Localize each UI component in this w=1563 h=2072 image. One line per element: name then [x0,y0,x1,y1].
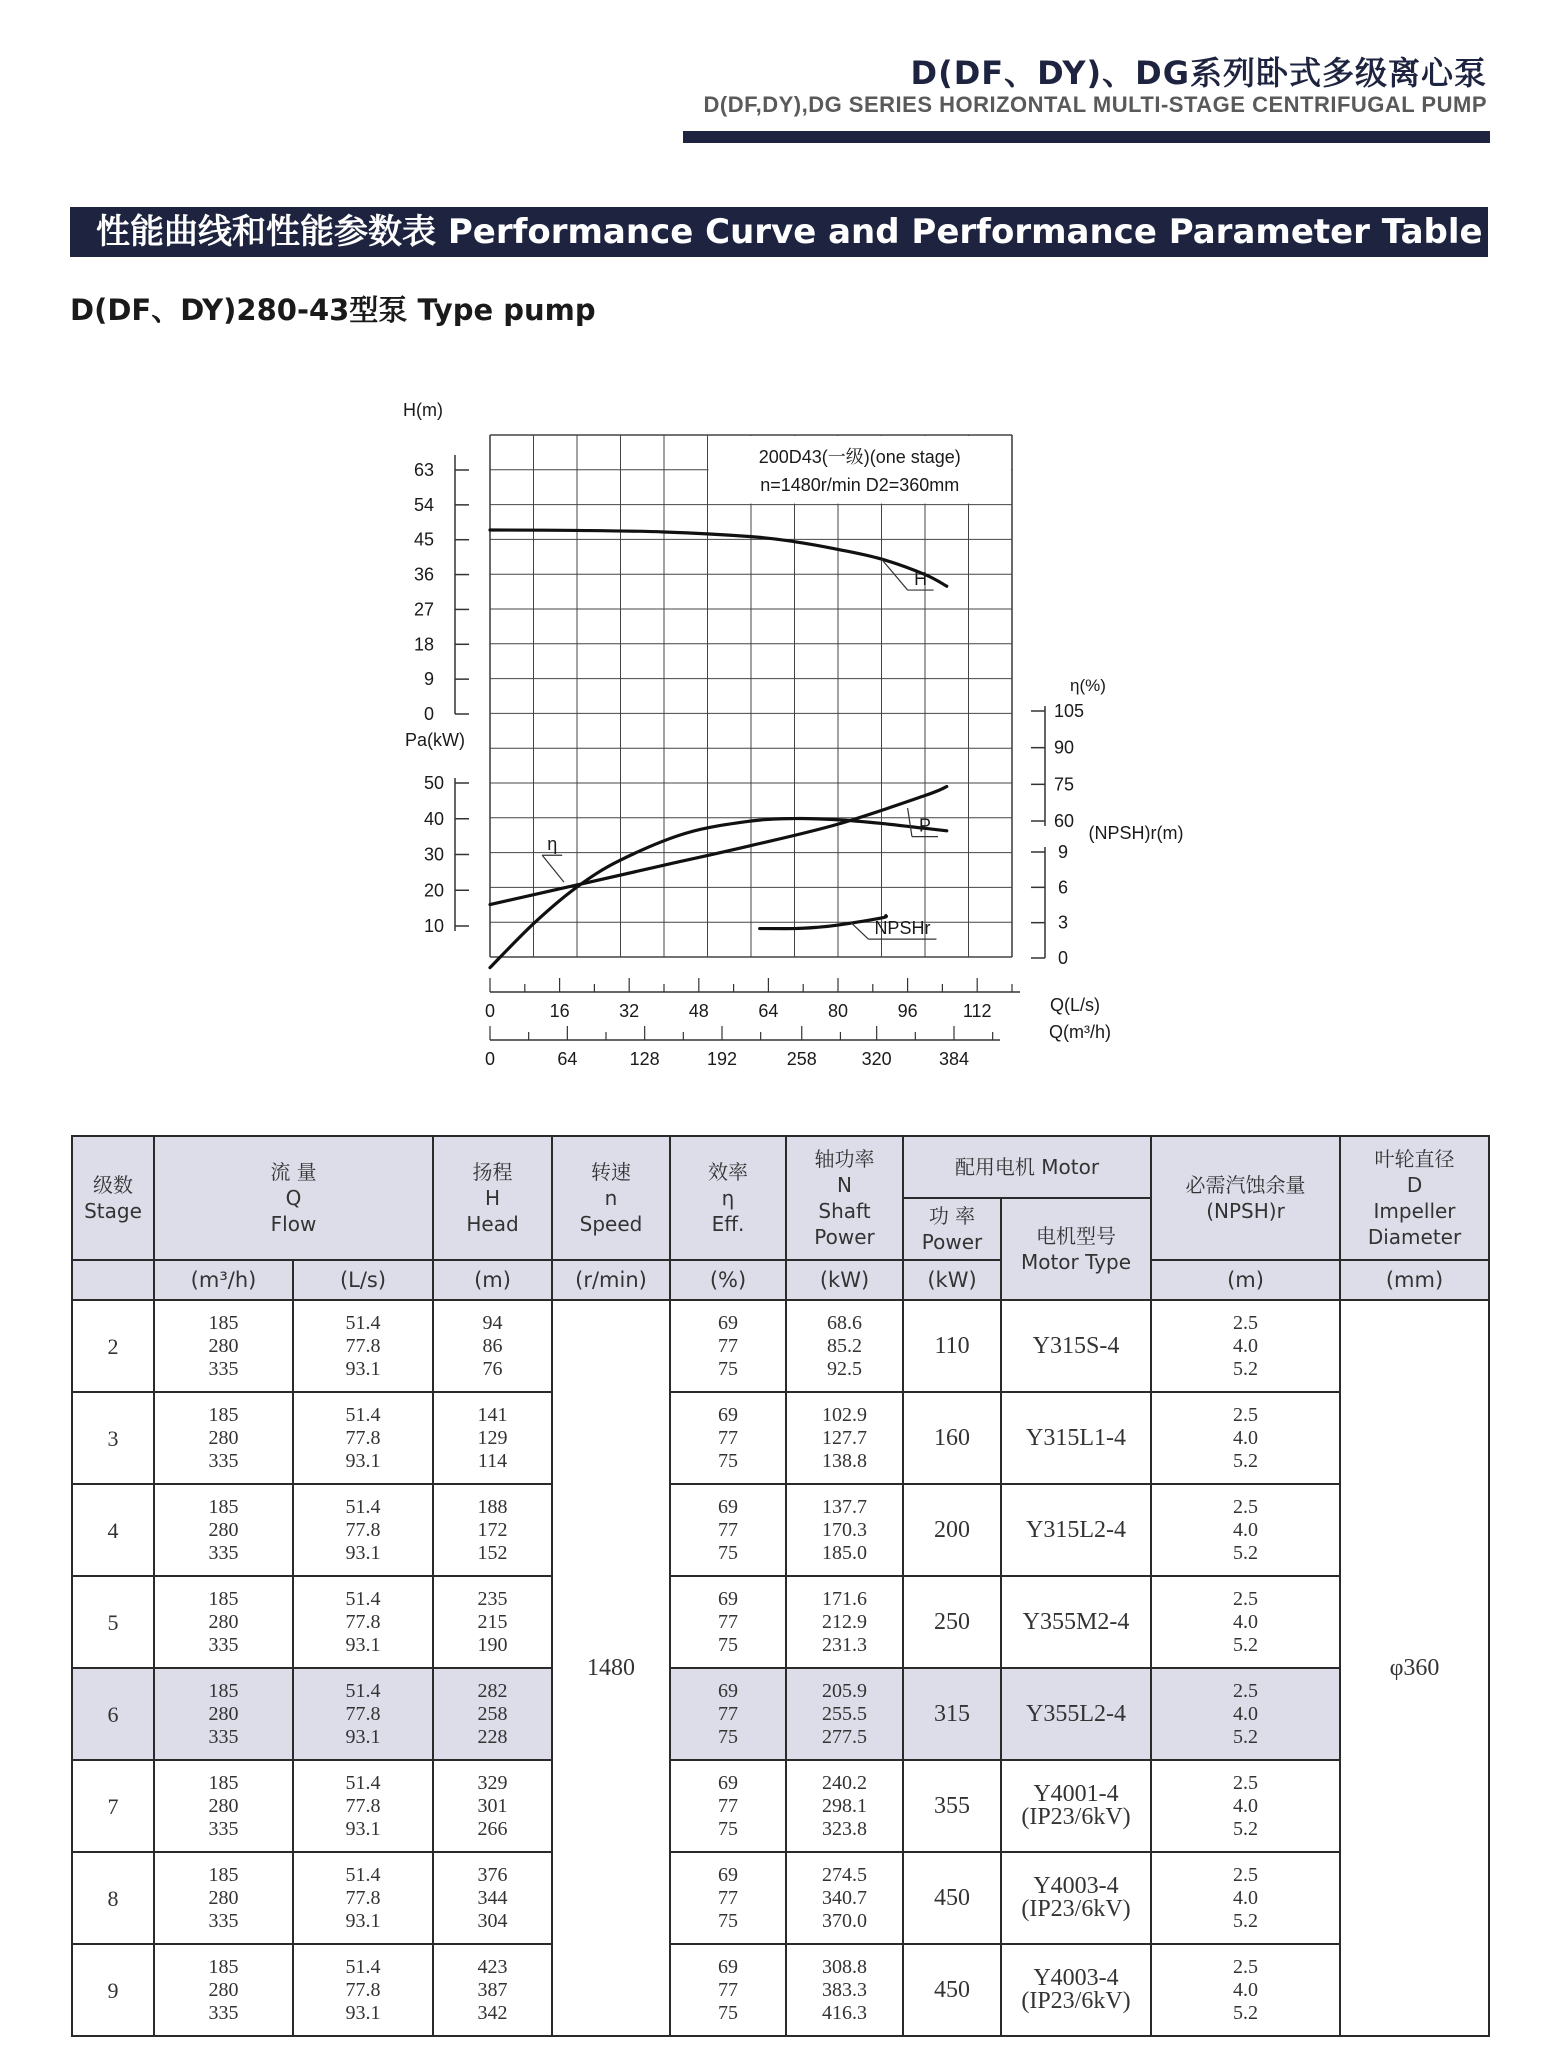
motor-power-cell: 450 [903,1852,1001,1944]
unit-flow-ls: (L/s) [293,1260,433,1300]
stage-cell: 3 [72,1392,154,1484]
flow-ls-cell: 51.4 77.8 93.1 [293,1392,433,1484]
h-tick-label: 36 [413,564,434,585]
efficiency-curve-label-leader [542,855,564,882]
pa-tick-label: 20 [423,880,444,901]
motor-type-cell: Y4001-4 (IP23/6kV) [1001,1760,1151,1852]
flow-m3h-cell: 185 280 335 [154,1576,293,1668]
flow-m3h-cell: 185 280 335 [154,1944,293,2036]
pa-tick-label: 40 [423,808,444,829]
unit-flow-m3h: (m³/h) [154,1260,293,1300]
motor-type-cell: Y355L2-4 [1001,1668,1151,1760]
pump-type-subtitle: D(DF、DY)280-43型泵 Type pump [70,293,596,327]
shaft-power-cell: 102.9 127.7 138.8 [786,1392,903,1484]
h-tick-label: 63 [413,460,434,480]
efficiency-cell: 69 77 75 [670,1300,786,1392]
efficiency-cell: 69 77 75 [670,1668,786,1760]
power-curve-label: P [918,815,931,836]
head-cell: 141 129 114 [433,1392,552,1484]
eta-tick-label: 75 [1054,774,1075,795]
motor-power-cell: 200 [903,1484,1001,1576]
h-tick-label: 27 [413,599,434,620]
unit-stage [72,1260,154,1300]
eta-tick-label: 90 [1054,737,1075,758]
flow-ls-cell: 51.4 77.8 93.1 [293,1668,433,1760]
h-tick-label: 45 [413,529,434,550]
efficiency-cell: 69 77 75 [670,1852,786,1944]
motor-power-cell: 450 [903,1944,1001,2036]
power-curve [490,787,947,905]
q-ls-tick-label: 112 [962,1001,992,1021]
q-ls-tick-label: 0 [484,1001,496,1021]
shaft-power-cell: 137.7 170.3 185.0 [786,1484,903,1576]
stage-cell: 9 [72,1944,154,2036]
q-ls-tick-label: 80 [827,1001,849,1021]
h-tick-label: 9 [423,669,434,690]
shaft-power-cell: 205.9 255.5 277.5 [786,1668,903,1760]
q-ls-tick-label: 16 [549,1001,570,1021]
head-cell: 329 301 266 [433,1760,552,1852]
motor-type-cell: Y4003-4 (IP23/6kV) [1001,1944,1151,2036]
table-row [72,1484,1489,1576]
flow-m3h-cell: 185 280 335 [154,1852,293,1944]
unit-shaft-power: (kW) [786,1260,903,1300]
unit-speed: (r/min) [552,1260,670,1300]
head-curve [490,530,947,586]
table-row [72,1300,1489,1392]
header-speed: 转速 n Speed [552,1136,670,1260]
motor-power-cell: 315 [903,1668,1001,1760]
stage-cell: 6 [72,1668,154,1760]
table-row [72,1944,1489,2036]
eta-axis-label: η(%) [1070,676,1106,695]
motor-power-cell: 110 [903,1300,1001,1392]
npsh-cell: 2.5 4.0 5.2 [1151,1576,1340,1668]
header-efficiency: 效率 η Eff. [670,1136,786,1260]
table-row [72,1760,1489,1852]
shaft-power-cell: 308.8 383.3 416.3 [786,1944,903,2036]
motor-power-cell: 355 [903,1760,1001,1852]
unit-head: (m) [433,1260,552,1300]
eta-tick-label: 60 [1054,811,1075,831]
efficiency-cell: 69 77 75 [670,1944,786,2036]
flow-m3h-cell: 185 280 335 [154,1668,293,1760]
q-ls-tick-label: 64 [758,1001,779,1021]
npshr-curve-label-leader [851,923,868,939]
efficiency-curve-label: η [547,834,558,855]
header-motor-group: 配用电机 Motor [903,1136,1151,1198]
motor-power-cell: 160 [903,1392,1001,1484]
q-m3h-tick-label: 0 [484,1049,496,1069]
pa-axis-label: Pa(kW) [405,730,465,750]
page-header-title-cn: D(DF、DY)、DG系列卧式多级离心泵 [910,54,1487,92]
header-shaft-power: 轴功率 N Shaft Power [786,1136,903,1260]
h-tick-label: 54 [413,494,434,515]
header-stage: 级数 Stage [72,1136,154,1260]
head-cell: 188 172 152 [433,1484,552,1576]
motor-type-cell: Y315S-4 [1001,1300,1151,1392]
header-flow: 流 量 Q Flow [154,1136,433,1260]
head-cell: 94 86 76 [433,1300,552,1392]
impeller-diameter-cell: φ360 [1340,1300,1489,2036]
section-title: 性能曲线和性能参数表 Performance Curve and Performance Parameter Table [96,212,1483,252]
npsh-cell: 2.5 4.0 5.2 [1151,1392,1340,1484]
stage-cell: 7 [72,1760,154,1852]
flow-m3h-cell: 185 280 335 [154,1484,293,1576]
flow-m3h-cell: 185 280 335 [154,1760,293,1852]
table-row [72,1852,1489,1944]
section-title-bar [70,207,1488,257]
header-npsh: 必需汽蚀余量 (NPSH)r [1151,1136,1340,1260]
npsh-cell: 2.5 4.0 5.2 [1151,1852,1340,1944]
header-motor-power: 功 率 Power [903,1198,1001,1260]
unit-motor-power: (kW) [903,1260,1001,1300]
motor-type-cell: Y355M2-4 [1001,1576,1151,1668]
head-cell: 282 258 228 [433,1668,552,1760]
h-axis-label: H(m) [403,400,443,420]
header-rule [683,131,1490,143]
performance-parameter-table [71,1135,1490,2037]
flow-ls-cell: 51.4 77.8 93.1 [293,1576,433,1668]
flow-ls-cell: 51.4 77.8 93.1 [293,1760,433,1852]
q-ls-tick-label: 96 [897,1001,918,1021]
q-m3h-tick-label: 192 [706,1049,738,1069]
h-tick-label: 18 [413,634,434,655]
motor-power-cell: 250 [903,1576,1001,1668]
header-impeller-diameter: 叶轮直径 D Impeller Diameter [1340,1136,1489,1260]
motor-type-cell: Y315L2-4 [1001,1484,1151,1576]
npsh-cell: 2.5 4.0 5.2 [1151,1668,1340,1760]
h-tick-label: 0 [423,704,434,724]
q-ls-tick-label: 48 [688,1001,709,1021]
pa-tick-label: 50 [423,773,444,793]
stage-cell: 2 [72,1300,154,1392]
power-curve-label-leader [908,808,912,837]
shaft-power-cell: 274.5 340.7 370.0 [786,1852,903,1944]
efficiency-cell: 69 77 75 [670,1392,786,1484]
head-cell: 235 215 190 [433,1576,552,1668]
stage-cell: 4 [72,1484,154,1576]
pa-tick-label: 30 [423,844,444,865]
q-m3h-axis-label: Q(m³/h) [1049,1022,1111,1042]
unit-efficiency: (%) [670,1260,786,1300]
npsh-cell: 2.5 4.0 5.2 [1151,1944,1340,2036]
annotation-line-1: 200D43(一级)(one stage) [758,447,961,467]
unit-npsh: (m) [1151,1260,1340,1300]
efficiency-cell: 69 77 75 [670,1484,786,1576]
q-m3h-tick-label: 258 [786,1049,817,1069]
eta-tick-label: 105 [1054,701,1085,721]
head-curve-label: H [914,569,928,590]
npsh-tick-label: 6 [1058,877,1069,898]
table-row [72,1576,1489,1668]
npsh-tick-label: 3 [1058,912,1069,933]
motor-type-cell: Y315L1-4 [1001,1392,1151,1484]
npsh-cell: 2.5 4.0 5.2 [1151,1484,1340,1576]
unit-impeller: (mm) [1340,1260,1489,1300]
shaft-power-cell: 68.6 85.2 92.5 [786,1300,903,1392]
q-m3h-tick-label: 64 [557,1049,578,1069]
flow-ls-cell: 51.4 77.8 93.1 [293,1944,433,2036]
pa-tick-label: 10 [423,916,444,936]
q-m3h-tick-label: 384 [938,1049,970,1069]
header-motor-type: 电机型号 Motor Type [1001,1198,1151,1300]
page-header-title-en: D(DF,DY),DG SERIES HORIZONTAL MULTI-STAGE CENTRIFUGAL PUMP [703,92,1487,117]
stage-cell: 5 [72,1576,154,1668]
table-row [72,1392,1489,1484]
motor-type-cell: Y4003-4 (IP23/6kV) [1001,1852,1151,1944]
annotation-line-2: n=1480r/min D2=360mm [760,475,960,495]
npsh-tick-label: 0 [1058,948,1069,968]
flow-m3h-cell: 185 280 335 [154,1392,293,1484]
head-cell: 423 387 342 [433,1944,552,2036]
flow-m3h-cell: 185 280 335 [154,1300,293,1392]
npsh-tick-label: 9 [1058,842,1069,862]
npsh-axis-label: (NPSH)r(m) [1088,823,1184,843]
efficiency-cell: 69 77 75 [670,1576,786,1668]
q-m3h-tick-label: 320 [861,1049,892,1069]
stage-cell: 8 [72,1852,154,1944]
efficiency-curve [490,819,947,968]
head-cell: 376 344 304 [433,1852,552,1944]
performance-chart [0,380,1563,1080]
npsh-cell: 2.5 4.0 5.2 [1151,1300,1340,1392]
flow-ls-cell: 51.4 77.8 93.1 [293,1852,433,1944]
q-ls-axis-label: Q(L/s) [1049,995,1101,1015]
q-m3h-tick-label: 128 [629,1049,660,1069]
efficiency-cell: 69 77 75 [670,1760,786,1852]
flow-ls-cell: 51.4 77.8 93.1 [293,1484,433,1576]
speed-cell: 1480 [552,1300,670,2036]
table-row [72,1668,1489,1760]
shaft-power-cell: 171.6 212.9 231.3 [786,1576,903,1668]
shaft-power-cell: 240.2 298.1 323.8 [786,1760,903,1852]
npshr-curve-label: NPSHr [874,918,931,939]
header-head: 扬程 H Head [433,1136,552,1260]
npsh-cell: 2.5 4.0 5.2 [1151,1760,1340,1852]
flow-ls-cell: 51.4 77.8 93.1 [293,1300,433,1392]
q-ls-tick-label: 32 [619,1001,640,1021]
